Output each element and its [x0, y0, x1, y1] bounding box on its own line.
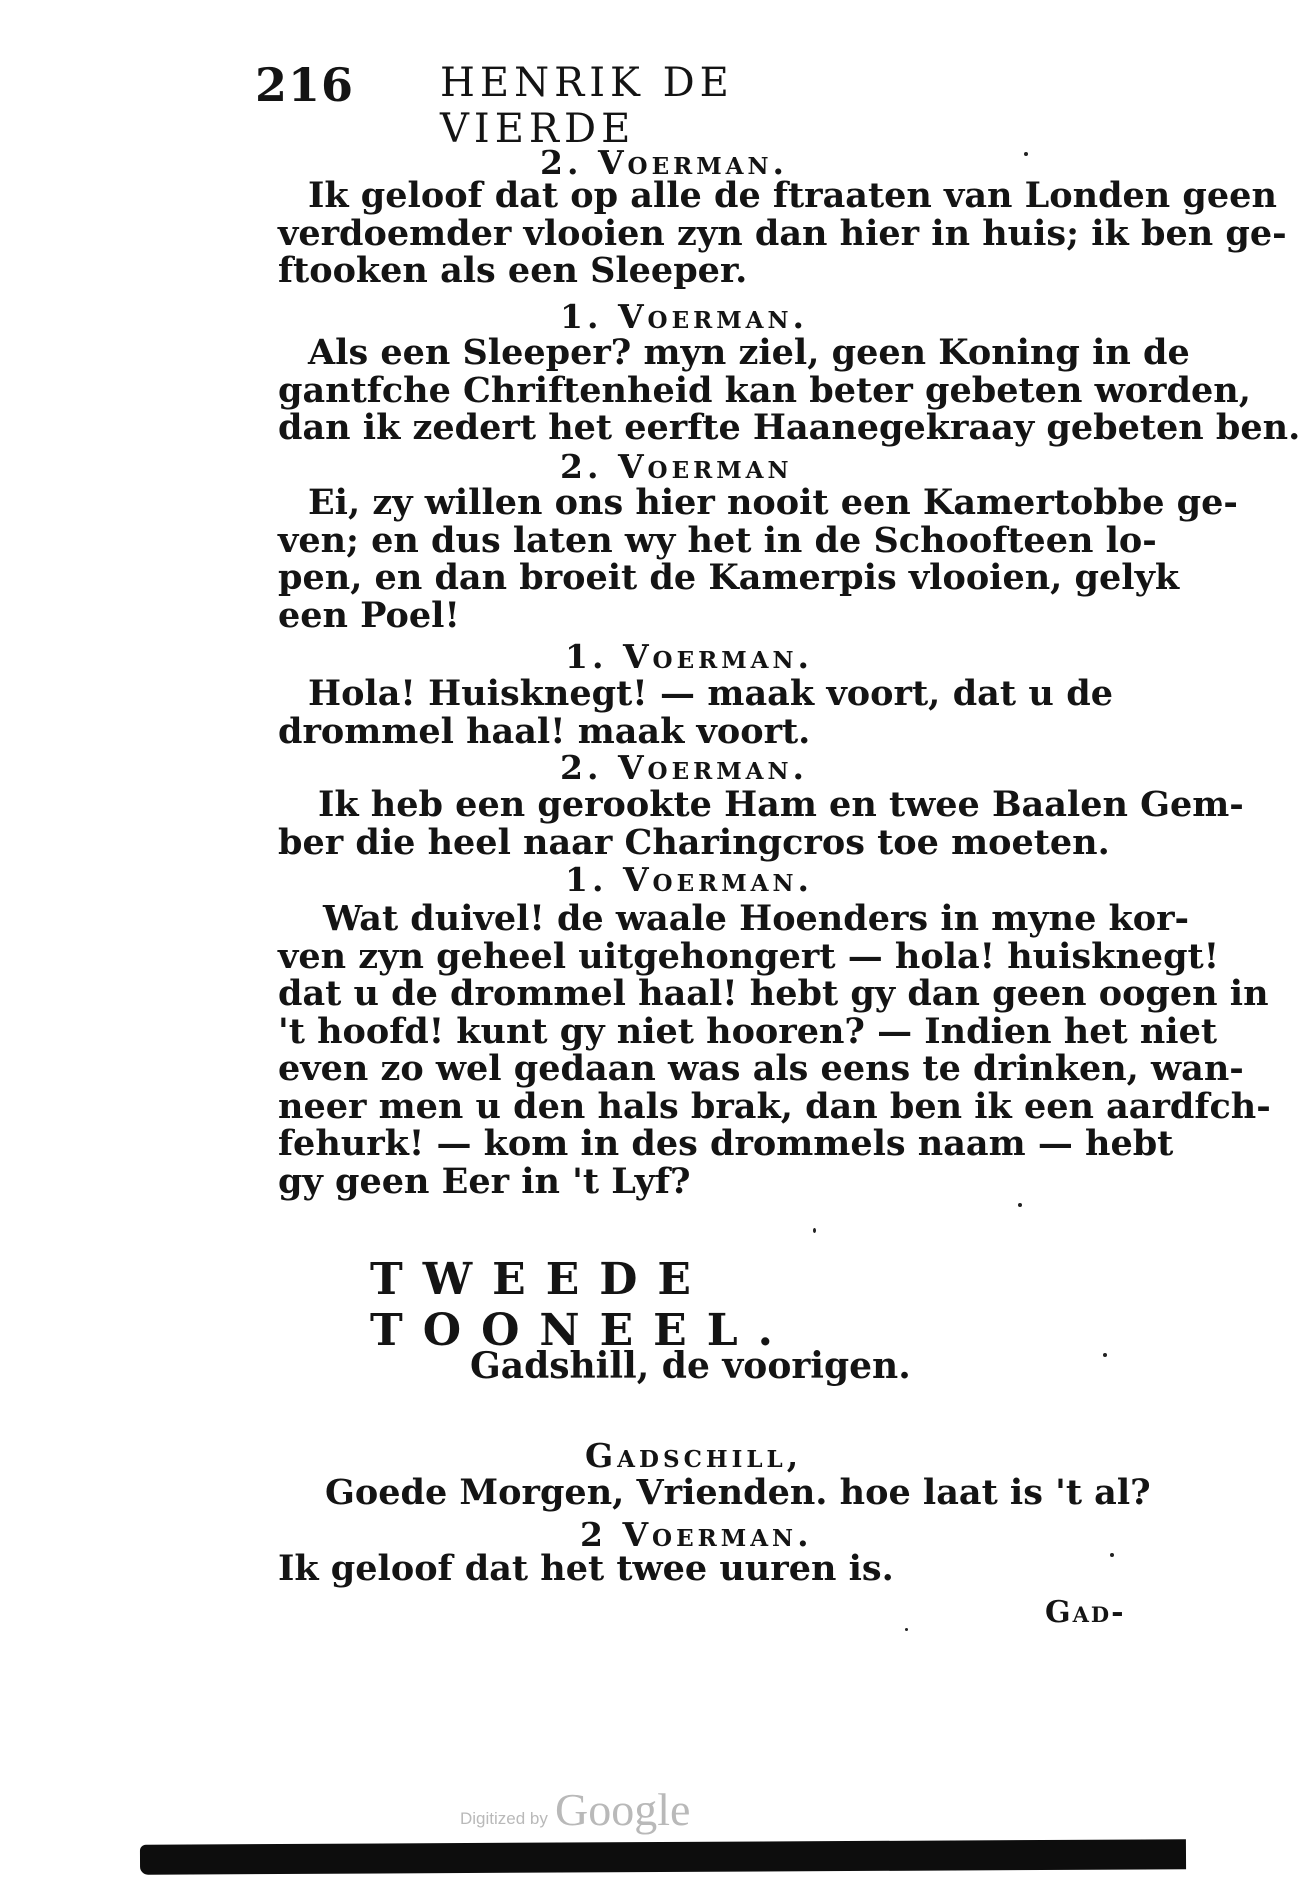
text-line: Als een Sleeper? myn ziel, geen Koning in de [308, 332, 1190, 373]
speaker-label: 1. Voerman. [565, 637, 814, 676]
text-line: ftooken als een Sleeper. [278, 250, 748, 291]
speaker-label: 2. Voerman. [560, 748, 809, 787]
text-line: ber die heel naar Charingcros toe moeten. [278, 821, 1110, 863]
dialogue-block [278, 898, 1271, 1202]
speaker-label: 2 Voerman. [580, 1515, 813, 1554]
paper-speck [1018, 1203, 1022, 1207]
paper-speck [1024, 152, 1028, 156]
text-line: Wat duivel! de waale Hoenders in myne kor- [323, 898, 1190, 939]
text-line: Hola! Huisknegt! — maak voort, dat u de [308, 673, 1113, 714]
text-line: Ik heb een gerookte Ham en twee Baalen Gem- [318, 784, 1244, 825]
text-line: drommel haal! maak voort. [278, 710, 811, 752]
text-line: dan ik zedert het eerfte Haanegekraay gebeten ben. [278, 407, 1300, 448]
scene-cast: Gadshill, de voorigen. [470, 1345, 911, 1387]
digitized-watermark [450, 1783, 790, 1833]
text-line: Ik geloof dat op alle de ftraaten van Londen geen [308, 175, 1277, 216]
text-line: dat u de drommel haal! hebt gy dan geen oogen in [278, 973, 1269, 1014]
speaker-label: 2. Voerman [560, 447, 793, 486]
text-line: neer men u den hals brak, dan ben ik een aardfch- [278, 1085, 1271, 1127]
text-line: 't hoofd! kunt gy niet hooren? — Indien het niet [278, 1010, 1218, 1052]
text-line: gy geen Eer in 't Lyf? [278, 1160, 691, 1202]
paper-speck [1103, 1353, 1107, 1357]
speaker-label: 1. Voerman. [565, 860, 814, 899]
catchword: Gad- [1045, 1595, 1126, 1630]
text-line: verdoemder vlooien zyn dan hier in huis; ik ben ge- [278, 212, 1287, 254]
page-number: 216 [255, 58, 355, 112]
paper-speck [813, 1228, 816, 1233]
running-head: HENRIK DE VIERDE [440, 60, 734, 152]
text-line: pen, en dan broeit de Kamerpis vlooien, gelyk [278, 557, 1180, 598]
text-line: een Poel! [278, 594, 460, 636]
text-line: Ik geloof dat het twee uuren is. [278, 1548, 894, 1589]
page-header [255, 58, 935, 152]
speaker-label: Gadschill, [585, 1436, 803, 1475]
watermark-prefix: Digitized by [460, 1809, 548, 1828]
scan-edge-bar [140, 1839, 1186, 1874]
paper-speck [905, 1628, 908, 1631]
text-line: Ei, zy willen ons hier nooit een Kamertobbe ge- [308, 482, 1238, 523]
speaker-label: 2. Voerman. [540, 143, 789, 182]
dialogue-block [278, 675, 1113, 750]
text-line: even zo wel gedaan was als eens te drinken, wan- [278, 1048, 1244, 1089]
google-logo: Google [555, 1784, 691, 1835]
text-line: ven; en dus laten wy het in de Schoofteen lo- [278, 519, 1157, 561]
dialogue-block [278, 332, 1300, 448]
scene-title: TWEEDE TOONEEL. [370, 1254, 793, 1356]
dialogue-block [278, 482, 1238, 636]
text-line: Goede Morgen, Vrienden. hoe laat is 't al? [325, 1472, 1151, 1513]
dialogue-block [325, 1472, 1151, 1513]
dialogue-block [278, 784, 1244, 863]
text-line: ven zyn geheel uitgehongert — hola! huisknegt! [278, 935, 1220, 977]
speaker-label: 1. Voerman. [560, 297, 809, 336]
text-line: gantfche Chriftenheid kan beter gebeten worden, [278, 369, 1251, 411]
dialogue-block [278, 1550, 1113, 1588]
dialogue-block [278, 175, 1287, 291]
text-line: fehurk! — kom in des drommels naam — hebt [278, 1123, 1174, 1164]
paper-speck [1110, 1553, 1114, 1557]
